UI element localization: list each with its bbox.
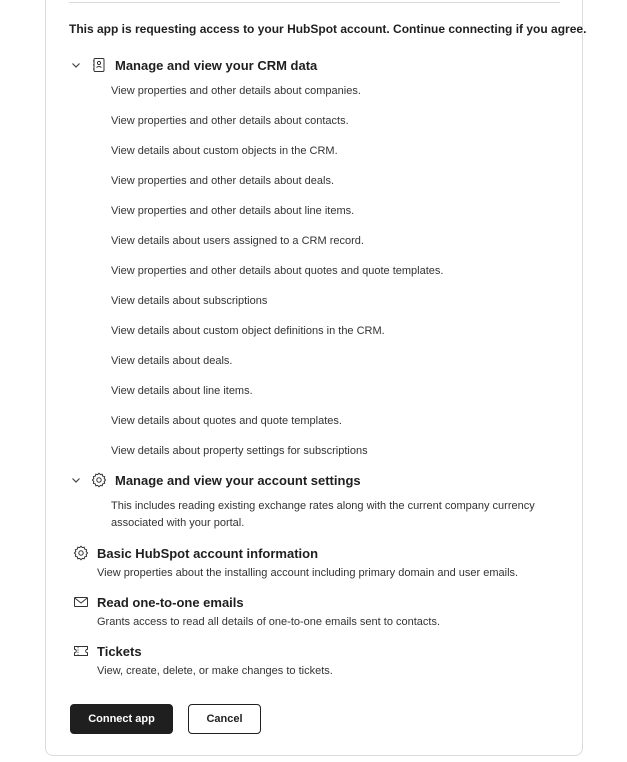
gear-icon [91,472,107,488]
crm-permission-item: View details about subscriptions [111,295,268,307]
crm-permission-item: View details about line items. [111,385,253,397]
section-tickets-header [73,642,142,660]
chevron-down-icon[interactable] [69,58,83,72]
section-crm-title: Manage and view your CRM data [115,57,318,73]
crm-permission-item: View properties and other details about contacts. [111,115,349,127]
section-basic-info-header [73,544,318,562]
ticket-icon [73,643,89,659]
section-basic-info-title: Basic HubSpot account information [97,545,319,561]
crm-permission-item: View properties and other details about companies. [111,85,361,97]
intro-text: This app is requesting access to your HubSpot account. Continue connecting if you agree. [69,22,587,36]
chevron-down-icon[interactable] [69,473,83,487]
cancel-button[interactable]: Cancel [188,704,261,734]
basic-info-description: View properties about the installing account including primary domain and user emails. [97,567,519,579]
crm-permission-item: View properties and other details about quotes and quote templates. [111,265,444,277]
account-settings-description-line2: associated with your portal. [111,517,245,529]
emails-description: Grants access to read all details of one-to-one emails sent to contacts. [97,616,441,628]
crm-permission-item: View details about custom objects in the CRM. [111,145,338,157]
section-account-settings-header[interactable] [69,471,361,489]
section-emails-title: Read one-to-one emails [97,594,244,610]
crm-permission-item: View details about users assigned to a CRM record. [111,235,364,247]
crm-permission-item: View properties and other details about deals. [111,175,334,187]
connect-app-button[interactable]: Connect app [70,704,173,734]
section-emails-header [73,593,244,611]
account-settings-description-line1: This includes reading existing exchange rates along with the current company currency [111,500,535,512]
tickets-description: View, create, delete, or make changes to tickets. [97,665,333,677]
crm-permission-item: View details about deals. [111,355,233,367]
crm-permission-item: View details about custom object definitions in the CRM. [111,325,385,337]
gear-icon [73,545,89,561]
section-crm-header[interactable] [69,56,317,74]
section-account-settings-title: Manage and view your account settings [115,472,361,488]
crm-permission-item: View details about quotes and quote templates. [111,415,342,427]
crm-permission-item: View properties and other details about line items. [111,205,355,217]
section-tickets-title: Tickets [97,643,142,659]
envelope-icon [73,594,89,610]
crm-permission-item: View details about property settings for subscriptions [111,445,368,457]
top-divider [69,2,560,3]
contact-card-icon [91,57,107,73]
